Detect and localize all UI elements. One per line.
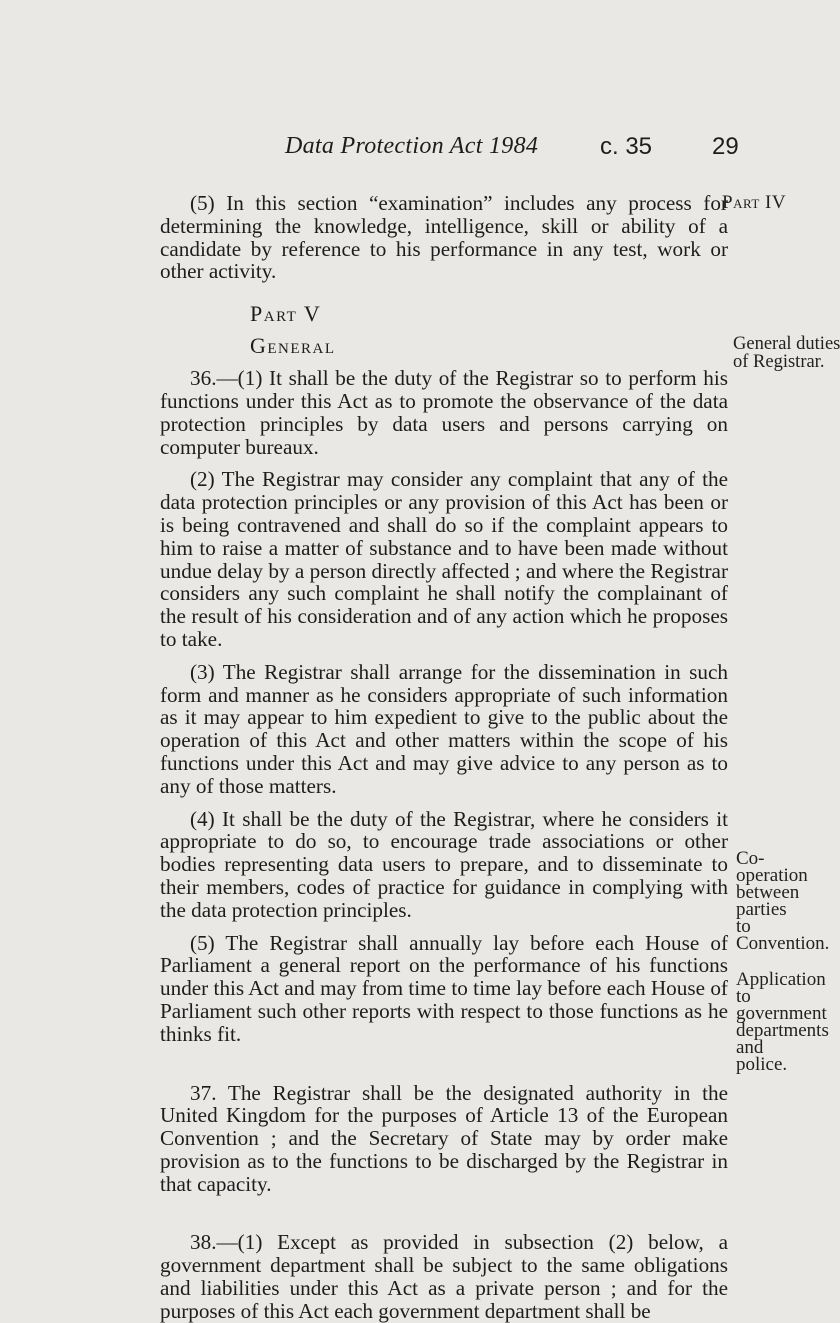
page-number: 29 [712,133,739,160]
margin-note-part-iv: Part IV [722,192,787,213]
margin-note-application [736,969,829,1075]
act-title: Data Protection Act 1984 [285,133,539,159]
paragraph-examination-definition: (5) In this section “examination” includes any process for determining the knowledge, intelligence, skill or ability of a candidate by reference to his performance in any test, work or other activity. [160,191,728,284]
margin-note-line: Co-operation [736,848,808,886]
section-36-5: (5) The Registrar shall annually lay before each House of Parliament a general report on the performance of his functions under this Act and may from time to time lay before each House of Parliament such other reports with respect to those functions as he thinks fit. [160,930,728,1046]
margin-note-general-duties [733,334,840,372]
section-36-4: (4) It shall be the duty of the Registrar, where he considers it appropriate to do so, to encourage trade associations or other bodies representing data users to prepare, and to disseminate to their members, codes of practice for guidance in complying with the data protection principles. [160,806,728,922]
section-36-1: 36.—(1) It shall be the duty of the Registrar so to perform his functions under this Act as to promote the observance of the data protection principles by data users and persons carrying on computer bureaux. [160,366,728,459]
part-heading: Part V [250,301,322,327]
margin-note-cooperation [736,848,830,954]
margin-note-line: Application [736,969,826,990]
margin-note-line: between [736,882,800,903]
chapter-number: c. 35 [600,133,653,160]
margin-note-line: parties to [736,899,787,937]
margin-note-line: General duties [733,334,840,354]
section-38-1: 38.—(1) Except as provided in subsection (2) below, a government department shall be subject to the same obligations and liabilities under this Act as a private person ; and for the purposes of this Act each government department shall be [160,1230,728,1323]
margin-note-line: Convention. [736,933,830,954]
section-36-2: (2) The Registrar may consider any complaint that any of the data protection principles or any provision of this Act has been or is being contravened and shall do so if the complaint appears to him to raise a matter of substance and to have been made without undue delay by a person directly affected ; and where the Registrar considers any such complaint he shall notify the complainant of the result of his consideration and of any action which he proposes to take. [160,467,728,651]
section-heading-general: General [250,333,336,359]
section-36-3: (3) The Registrar shall arrange for the dissemination in such form and manner as he considers appropriate of such information as it may appear to him expedient to give to the public about the operation of this Act and other matters within the scope of his functions under this Act and may give advice to any person as to any of those matters. [160,659,728,798]
statute-body [160,192,728,1323]
section-37: 37. The Registrar shall be the designated authority in the United Kingdom for the purposes of Article 13 of the European Convention ; and the Secretary of State may by order make provision as to the functions to be discharged by the Registrar in that capacity. [160,1080,728,1196]
margin-note-line: of Registrar. [733,352,825,372]
margin-note-line: and police. [736,1037,788,1075]
running-header [0,133,800,163]
margin-note-line: to government [736,986,827,1024]
margin-note-line: departments [736,1020,829,1041]
